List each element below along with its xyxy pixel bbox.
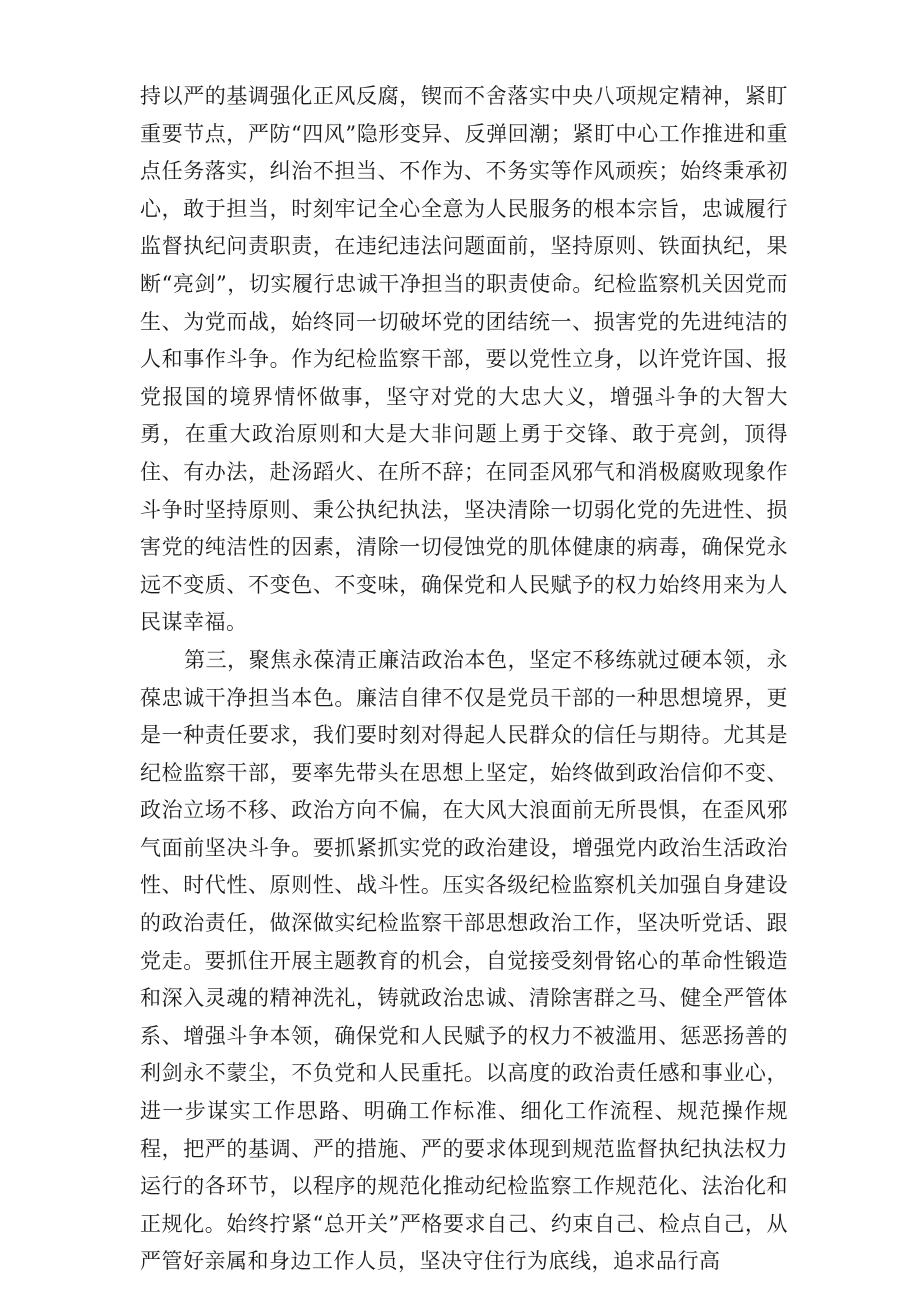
paragraph-continued: 持以严的基调强化正风反腐，锲而不舍落实中央八项规定精神，紧盯重要节点，严防“四风”隐形变异、反弹回潮；紧盯中心工作推进和重点任务落实，纠治不担当、不作为、不务实等作风顽疾；始终秉承初心，敢于担当，时刻牢记全心全意为人民服务的根本宗旨，忠诚履行监督执纪问责职责，在违纪违法问题面前，坚持原则、铁面执纪，果断“亮剑”，切实履行忠诚干净担当的职责使命。纪检监察机关因党而生、为党而战，始终同一切破坏党的团结统一、损害党的先进纯洁的人和事作斗争。作为纪检监察干部，要以党性立身，以许党许国、报党报国的境界情怀做事，坚守对党的大忠大义，增强斗争的大智大勇，在重大政治原则和大是大非问题上勇于交锋、敢于亮剑，顶得住、有办法，赴汤蹈火、在所不辞；在同歪风邪气和消极腐败现象作斗争时坚持原则、秉公执纪执法，坚决清除一切弱化党的先进性、损害党的纯洁性的因素，清除一切侵蚀党的肌体健康的病毒，确保党永远不变质、不变色、不变味，确保党和人民赋予的权力始终用来为人民谋幸福。 [140,84,788,635]
paragraph-third-point: 第三，聚焦永葆清正廉洁政治本色，坚定不移练就过硬本领，永葆忠诚干净担当本色。廉洁自律不仅是党员干部的一种思想境界，更是一种责任要求，我们要时刻对得起人民群众的信任与期待。尤其是纪检监察干部，要率先带头在思想上坚定，始终做到政治信仰不变、政治立场不移、政治方向不偏，在大风大浪面前无所畏惧，在歪风邪气面前坚决斗争。要抓紧抓实党的政治建设，增强党内政治生活政治性、时代性、原则性、战斗性。压实各级纪检监察机关加强自身建设的政治责任，做深做实纪检监察干部思想政治工作，坚决听党话、跟党走。要抓住开展主题教育的机会，自觉接受刻骨铭心的革命性锻造和深入灵魂的精神洗礼，铸就政治忠诚、清除害群之马、健全严管体系、增强斗争本领，确保党和人民赋予的权力不被滥用、惩恶扬善的利剑永不蒙尘，不负党和人民重托。以高度的政治责任感和事业心，进一步谋实工作思路、明确工作标准、细化工作流程、规范操作规程，把严的基调、严的措施、严的要求体现到规范监督执纪执法权力运行的各环节，以程序的规范化推动纪检监察工作规范化、法治化和正规化。始终拧紧“总开关”严格要求自己、约束自己、检点自己，从严管好亲属和身边工作人员，坚决守住行为底线，追求品行高 [140,647,788,1274]
document-page [140,78,788,1281]
